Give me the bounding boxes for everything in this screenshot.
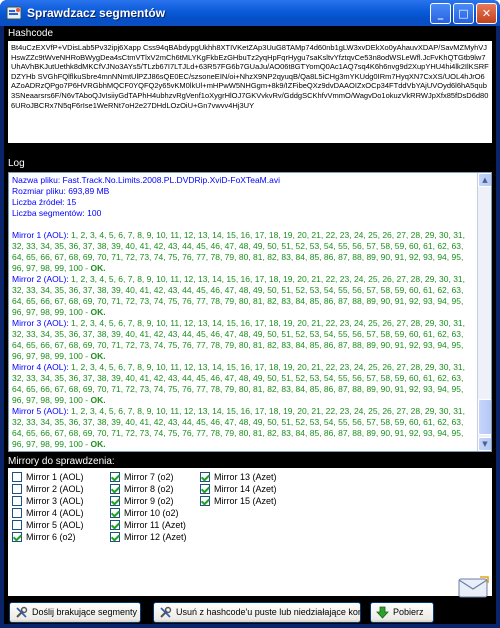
checkbox[interactable] (110, 520, 120, 530)
checkbox[interactable] (200, 472, 210, 482)
maximize-button[interactable]: □ (453, 3, 474, 24)
mail-icon[interactable] (458, 576, 490, 598)
log-segment-list: 1, 2, 3, 4, 5, 6, 7, 8, 9, 10, 11, 12, 13, 14, 15, 16, 17, 18, 19, 20, 21, 22, 23, 24, 25, 26, 27, 28, 29, 30, 31, 32, 33, 34, 35, 36, 37, 38, 39, 40, 41, 42, 43, 44, 45, 46, 47, 48, 49, 50, 51, 52, 53, 54, 55, 56, 57, 58, 59, 60, 61, 62, 63, 64, 65, 66, 67, 68, 69, 70, 71, 72, 73, 74, 75, 76, 77, 78, 79, 80, 81, 82, 83, 84, 85, 86, 87, 88, 89, 90, 91, 92, 93, 94, 95, 96, 97, 98, 99, 100 - (12, 406, 466, 449)
checkbox[interactable] (12, 532, 22, 542)
log-mirror-name: Mirror 3 (AOL): (12, 318, 69, 328)
log-segment-list: 1, 2, 3, 4, 5, 6, 7, 8, 9, 10, 11, 12, 13, 14, 15, 16, 17, 18, 19, 20, 21, 22, 23, 24, 25, 26, 27, 28, 29, 30, 31, 32, 33, 34, 35, 36, 37, 38, 39, 40, 41, 42, 43, 44, 45, 46, 47, 48, 49, 50, 51, 52, 53, 54, 55, 56, 57, 58, 59, 60, 61, 62, 63, 64, 65, 66, 67, 68, 69, 70, 71, 72, 73, 74, 75, 76, 77, 78, 79, 80, 81, 82, 83, 84, 85, 86, 87, 88, 89, 90, 91, 92, 93, 94, 95, 96, 97, 98, 99, 100 - (12, 230, 466, 273)
checkbox[interactable] (12, 484, 22, 494)
log-file-name: Nazwa pliku: Fast.Track.No.Limits.2008.PL.DVDRip.XviD-FoXTeaM.avi (12, 175, 280, 185)
mirrors-panel (8, 468, 492, 596)
download-label: Pobierz (393, 607, 424, 617)
minimize-button[interactable]: _ (430, 3, 451, 24)
log-ok-status: OK. (90, 439, 106, 449)
mirror-checkbox-label: Mirror 15 (Azet) (214, 496, 277, 506)
log-panel[interactable] (8, 172, 492, 452)
log-mirror-name: Mirror 1 (AOL): (12, 230, 69, 240)
download-arrow-icon (376, 606, 389, 619)
checkbox[interactable] (110, 496, 120, 506)
mirror-checkbox-item[interactable] (12, 519, 84, 531)
mirror-checkbox-item[interactable] (12, 471, 84, 483)
log-segment-list: 1, 2, 3, 4, 5, 6, 7, 8, 9, 10, 11, 12, 13, 14, 15, 16, 17, 18, 19, 20, 21, 22, 23, 24, 25, 26, 27, 28, 29, 30, 31, 32, 33, 34, 35, 36, 37, 38, 39, 40, 41, 42, 43, 44, 45, 46, 47, 48, 49, 50, 51, 52, 53, 54, 55, 56, 57, 58, 59, 60, 61, 62, 63, 64, 65, 66, 67, 68, 69, 70, 71, 72, 73, 74, 75, 76, 77, 78, 79, 80, 81, 82, 83, 84, 85, 86, 87, 88, 89, 90, 91, 92, 93, 94, 95, 96, 97, 98, 99, 100 - (12, 362, 466, 405)
log-segments: Liczba segmentów: 100 (12, 208, 102, 218)
close-button[interactable]: ✕ (476, 3, 497, 24)
log-ok-status: OK. (90, 395, 106, 405)
mirror-checkbox-item[interactable] (110, 483, 187, 495)
log-segment-list: 1, 2, 3, 4, 5, 6, 7, 8, 9, 10, 11, 12, 13, 14, 15, 16, 17, 18, 19, 20, 21, 22, 23, 24, 25, 26, 27, 28, 29, 30, 31, 32, 33, 34, 35, 36, 37, 38, 39, 40, 41, 42, 43, 44, 45, 46, 47, 48, 49, 50, 51, 52, 53, 54, 55, 56, 57, 58, 59, 60, 61, 62, 63, 64, 65, 66, 67, 68, 69, 70, 71, 72, 73, 74, 75, 76, 77, 78, 79, 80, 81, 82, 83, 84, 85, 86, 87, 88, 89, 90, 91, 92, 93, 94, 95, 96, 97, 98, 99, 100 - (12, 318, 466, 361)
log-line-ok (12, 406, 475, 450)
checkbox[interactable] (12, 520, 22, 530)
button-bar (4, 600, 496, 624)
mirror-checkbox-item[interactable] (12, 495, 84, 507)
log-ok-status: OK. (90, 307, 106, 317)
log-mirror-name: Mirror 2 (AOL): (12, 274, 69, 284)
send-missing-button[interactable] (9, 602, 141, 623)
log-line-ok (12, 274, 475, 318)
scroll-thumb[interactable] (478, 399, 492, 435)
title-bar[interactable] (0, 0, 500, 26)
log-file-size: Rozmiar pliku: 693,89 MB (12, 186, 110, 196)
mirror-checkbox-label: Mirror 14 (Azet) (214, 484, 277, 494)
log-line-ok (12, 362, 475, 406)
mirror-checkbox-label: Mirror 6 (o2) (26, 532, 76, 542)
download-button[interactable] (370, 602, 434, 623)
checkbox[interactable] (12, 508, 22, 518)
mirror-checkbox-item[interactable] (110, 471, 187, 483)
window-client-area (4, 26, 496, 624)
log-mirror-name: Mirror 4 (AOL): (12, 362, 69, 372)
window-title: Sprawdzacz segmentów (27, 6, 166, 20)
remove-missing-button[interactable] (153, 602, 371, 623)
hashcode-label: Hashcode (8, 28, 54, 39)
mirror-checkbox-item[interactable] (200, 495, 277, 507)
mirror-checkbox-item[interactable] (12, 531, 84, 543)
checkbox[interactable] (110, 532, 120, 542)
log-mirror-name: Mirror 5 (AOL): (12, 406, 69, 416)
mirror-checkbox-label: Mirror 5 (AOL) (26, 520, 84, 530)
log-label: Log (8, 158, 25, 169)
log-scrollbar[interactable] (477, 173, 491, 451)
mirror-checkbox-label: Mirror 9 (o2) (124, 496, 174, 506)
mirror-checkbox-item[interactable] (12, 507, 84, 519)
mirror-checkbox-item[interactable] (110, 531, 187, 543)
mirror-checkbox-item[interactable] (12, 483, 84, 495)
mirrors-label: Mirrory do sprawdzenia: (8, 456, 115, 467)
mirror-checkbox-label: Mirror 1 (AOL) (26, 472, 84, 482)
mirror-checkbox-item[interactable] (110, 519, 187, 531)
mirror-checkbox-label: Mirror 7 (o2) (124, 472, 174, 482)
mirror-checkbox-label: Mirror 13 (Azet) (214, 472, 277, 482)
tools-icon (15, 606, 28, 619)
log-ok-status: OK. (90, 263, 106, 273)
mirror-checkbox-label: Mirror 4 (AOL) (26, 508, 84, 518)
log-line-ok (12, 230, 475, 274)
log-mirror-name (12, 450, 61, 451)
checkbox[interactable] (12, 496, 22, 506)
log-error-message (64, 450, 321, 451)
mirror-checkbox-item[interactable] (200, 483, 277, 495)
send-missing-label: Doślij brakujące segmenty (32, 607, 138, 617)
log-content (9, 173, 478, 451)
mirror-checkbox-label: Mirror 8 (o2) (124, 484, 174, 494)
tools-icon (159, 606, 172, 619)
mirror-checkbox-label: Mirror 11 (Azet) (124, 520, 186, 530)
mirror-checkbox-label: Mirror 3 (AOL) (26, 496, 84, 506)
log-line-ok (12, 318, 475, 362)
log-line-error (12, 450, 475, 451)
log-ok-status: OK. (90, 351, 106, 361)
checkbox[interactable] (200, 496, 210, 506)
checkbox[interactable] (200, 484, 210, 494)
hashcode-textbox[interactable]: Bt4uCzEXVfP+VDisLab5Pv32ipj6Xapp Css94qBAbdypgUkhh8XTIVKetZAp3UuG8TAMp74d60nb1gLW3xvDEkXo0yAhauvXDAP/SavMZMyhVJHswZZc9tWveNHRoBWygDea4sCtmVTlxV2mCh6tMLYKgFkbEzGHbuTz2yqHpFqrHygu7saKsltvYfztqvCe53n8odWSLeWfl.JcFvKhQTGtb9lw7UhAVhBKJutUethk8dMKCfVJNo3AYs5/TLzb67I7LTJLd+63R57FG6b7GUaJu/AO06t8GTYomQ0Ac1AQ7sq4K6h6nvg9d2XupYHU4hi4lk2IlKSRFDZYHb SVGhFQlflkuSbre4mnNNmtUlPZJ86sQE0EC/szsoneEIN/oi+NhzX9NP2qyuqB/Qa8L5iCHg3mYKUdg0IRm7HyqXN7CxXS/UOL4hJrO6AZoADRzQPgo7P6HVRGbhMQCF0YQFQ2y65vKM0lkUl+mHPwW5NHGgm+8k9/IZFibeQXz9dvDAAOIZxOCp34FTddVbYAjUVOyd6l6hA5qub3SNeaarsrs6F/N6vTAboQJvIsiiyGdTAPhH4ubhzvRgVenf1oXygrHlOJ7GKVvkvRv/GddgSCKhfvVmmO/WagvDo1okuzVkRRWJpXfx85fDsD6d806URoJBCRx7N5qF6rIse1WeRNt7oH2e27DHdLOzOiU+Gn7vwvv4Hj3UY (8, 41, 492, 143)
scroll-up-icon[interactable]: ▲ (478, 173, 492, 187)
mirror-checkbox-item[interactable] (110, 495, 187, 507)
checkbox[interactable] (110, 484, 120, 494)
checkbox[interactable] (110, 508, 120, 518)
mirror-checkbox-label: Mirror 2 (AOL) (26, 484, 84, 494)
mirror-checkbox-label: Mirror 12 (Azet) (124, 532, 187, 542)
mirror-checkbox-item[interactable] (200, 471, 277, 483)
log-sources: Liczba źródeł: 15 (12, 197, 77, 207)
remove-missing-label: Usuń z hashcode'u puste lub niedziałające konta (176, 607, 371, 617)
scroll-down-icon[interactable]: ▼ (478, 437, 492, 451)
log-segment-list: 1, 2, 3, 4, 5, 6, 7, 8, 9, 10, 11, 12, 13, 14, 15, 16, 17, 18, 19, 20, 21, 22, 23, 24, 25, 26, 27, 28, 29, 30, 31, 32, 33, 34, 35, 36, 37, 38, 39, 40, 41, 42, 43, 44, 45, 46, 47, 48, 49, 50, 51, 52, 53, 54, 55, 56, 57, 58, 59, 60, 61, 62, 63, 64, 65, 66, 67, 68, 69, 70, 71, 72, 73, 74, 75, 76, 77, 78, 79, 80, 81, 82, 83, 84, 85, 86, 87, 88, 89, 90, 91, 92, 93, 94, 95, 96, 97, 98, 99, 100 - (12, 274, 466, 317)
mirror-checkbox-label: Mirror 10 (o2) (124, 508, 179, 518)
mirror-checkbox-item[interactable] (110, 507, 187, 519)
app-icon (6, 5, 22, 21)
checkbox[interactable] (12, 472, 22, 482)
checkbox[interactable] (110, 472, 120, 482)
